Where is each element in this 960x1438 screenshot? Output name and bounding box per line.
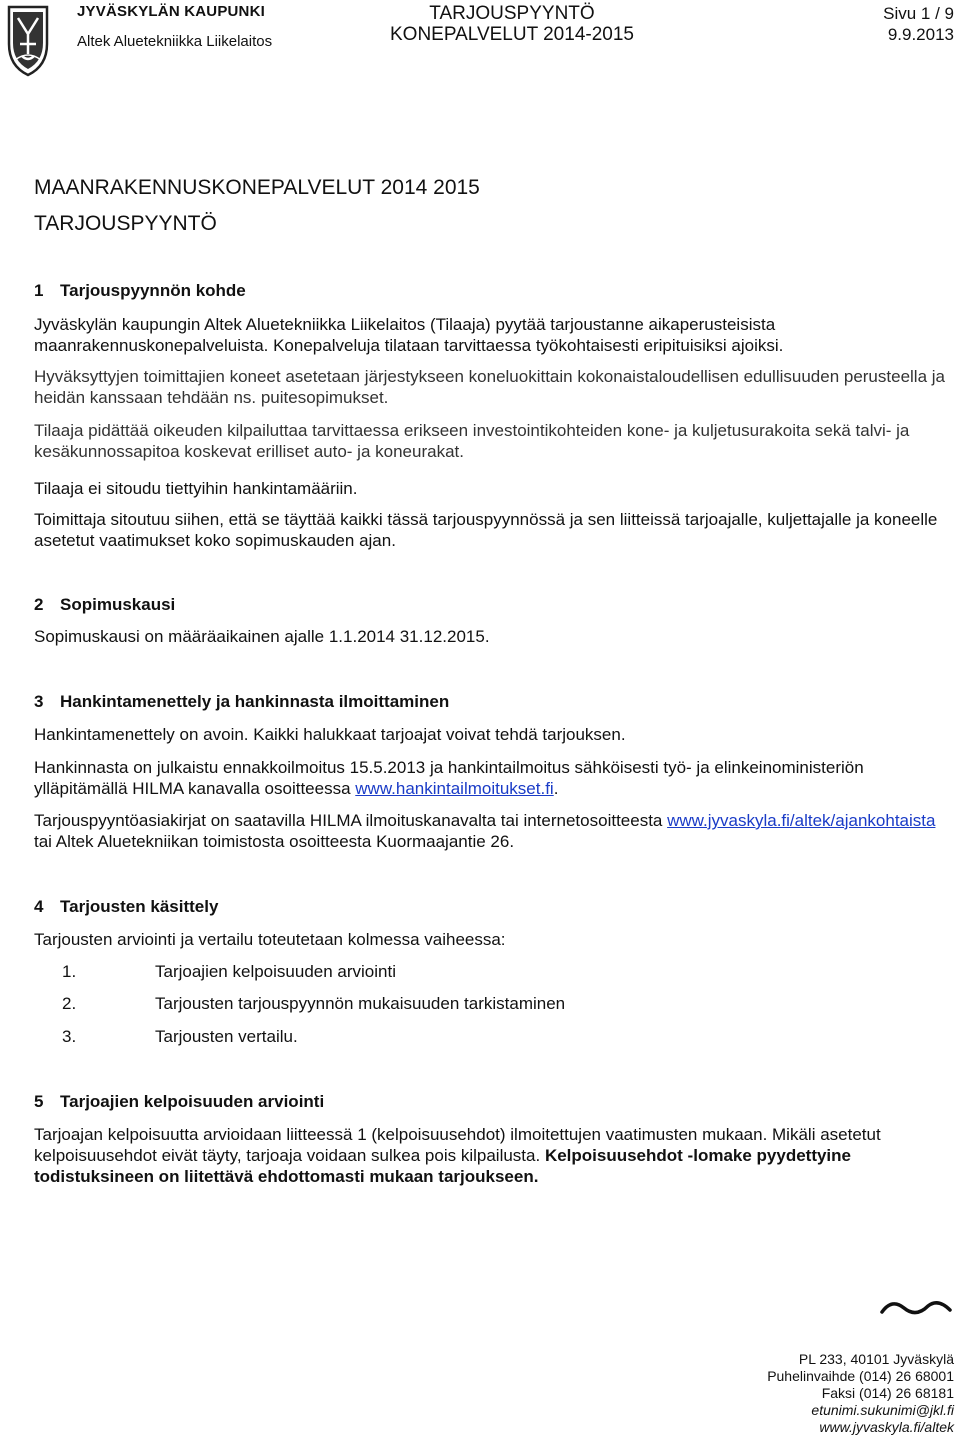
section-number: 2 — [34, 595, 44, 614]
section-title: Tarjoajien kelpoisuuden arviointi — [60, 1092, 325, 1111]
section-title: Sopimuskausi — [60, 595, 176, 614]
document-date: 9.9.2013 — [887, 25, 954, 44]
section-1-paragraph-4: Tilaaja ei sitoudu tiettyihin hankintamääriin. — [34, 479, 358, 498]
document-title: MAANRAKENNUSKONEPALVELUT 2014 2015 — [34, 176, 480, 199]
footer-address: PL 233, 40101 Jyväskylä — [798, 1351, 954, 1367]
paragraph-text: Hankinnasta on julkaistu ennakkoilmoitus 15.5.2013 ja hankintailmoitus sähköisesti työ- ja elinkeinoministeriön ylläpitämällä HILMA kanavalla osoitteessa — [34, 758, 864, 798]
paragraph-text: Tarjouspyyntöasiakirjat on saatavilla HILMA ilmoituskanavalta tai internetosoitteesta — [34, 811, 668, 830]
document-subtitle: TARJOUSPYYNTÖ — [34, 212, 217, 235]
header-page-info — [883, 3, 954, 45]
list-item-number: 1. — [62, 962, 77, 981]
header-title-line2: KONEPALVELUT 2014-2015 — [390, 24, 634, 45]
section-5-paragraph-1 — [34, 1124, 954, 1187]
city-crest-logo — [6, 4, 50, 78]
paragraph-text-end: . — [553, 779, 559, 798]
section-1-paragraph-2: Hyväksyttyjen toimittajien koneet asetetaan järjestykseen koneluokittain kokonaistaloudellisen edullisuuden perusteella ja heidän kanssaan tehdään ns. puitesopimukset. — [34, 367, 945, 407]
list-item-number: 2. — [62, 994, 77, 1013]
footer-email[interactable]: etunimi.sukunimi@jkl.fi — [811, 1402, 954, 1418]
section-3-heading — [34, 691, 954, 712]
section-1-paragraph-5: Toimittaja sitoutuu siihen, että se täyttää kaikki tässä tarjouspyynnössä ja sen liitteissä tarjoajalle, kuljettajalle ja koneelle asetetut vaatimukset koko sopimuskauden ajan. — [34, 510, 938, 550]
list-item-text: Tarjousten tarjouspyynnön mukaisuuden tarkistaminen — [155, 994, 566, 1013]
section-2-heading — [34, 594, 954, 615]
jyvaskyla-altek-link[interactable]: www.jyvaskyla.fi/altek/ajankohtaista — [667, 811, 936, 830]
section-number: 1 — [34, 281, 44, 300]
section-3-paragraph-2 — [34, 757, 954, 799]
list-item-number: 3. — [62, 1027, 77, 1046]
paragraph-text: Tarjoajan kelpoisuutta arvioidaan liitteessä 1 (kelpoisuusehdot) ilmoitettujen vaatimusten mukaan. Mikäli asetetut kelpoisuusehdot eivät täyty, tarjoaja voidaan sulkea pois kilpailusta. — [34, 1125, 881, 1165]
footer-website[interactable]: www.jyvaskyla.fi/altek — [819, 1419, 954, 1435]
section-title: Tarjousten käsittely — [60, 897, 219, 916]
section-title: Hankintamenettely ja hankinnasta ilmoittaminen — [60, 692, 450, 711]
footer-fax: Faksi (014) 26 68181 — [821, 1385, 954, 1401]
section-4-intro: Tarjousten arviointi ja vertailu toteutetaan kolmessa vaiheessa: — [34, 930, 506, 949]
section-number: 3 — [34, 692, 44, 711]
section-title: Tarjouspyynnön kohde — [60, 281, 246, 300]
section-3-paragraph-3 — [34, 810, 954, 852]
section-1-paragraph-3: Tilaaja pidättää oikeuden kilpailuttaa tarvittaessa erikseen investointikohteiden kone- ja kuljetusurakoita sekä talvi- ja kesäkunnossapitoa koskevat erilliset auto- ja koneurakat. — [34, 421, 910, 461]
section-1-paragraph-1: Jyväskylän kaupungin Altek Aluetekniikka Liikelaitos (Tilaaja) pyytää tarjoustanne aikaperusteisista maanrakennuskonepalveluista. Konepalveluja tilataan tarvittaessa työkohtaisesti eripituisiksi ajoiksi. — [34, 315, 784, 355]
page-number: Sivu 1 / 9 — [883, 4, 954, 23]
list-item-text: Tarjoajien kelpoisuuden arviointi — [155, 962, 396, 981]
paragraph-bold-text: Kelpoisuusehdot -lomake pyydettyine todistuksineen on liitettävä ehdottomasti mukaan tarjoukseen. — [34, 1146, 851, 1186]
section-3-paragraph-1: Hankintamenettely on avoin. Kaikki halukkaat tarjoajat voivat tehdä tarjouksen. — [34, 725, 626, 744]
hankintailmoitukset-link[interactable]: www.hankintailmoitukset.fi — [355, 779, 554, 798]
section-number: 5 — [34, 1092, 44, 1111]
header-document-title — [372, 3, 652, 45]
section-1-heading — [34, 280, 954, 301]
section-number: 4 — [34, 897, 44, 916]
footer-contact — [767, 1351, 954, 1436]
wave-logo-icon — [880, 1296, 952, 1318]
section-5-heading — [34, 1091, 954, 1112]
section-4-heading — [34, 896, 954, 917]
header-title-line1: TARJOUSPYYNTÖ — [429, 3, 595, 24]
header-unit: Altek Aluetekniikka Liikelaitos — [77, 33, 273, 50]
section-2-paragraph-1: Sopimuskausi on määräaikainen ajalle 1.1.2014 31.12.2015. — [34, 627, 490, 646]
header-organization: JYVÄSKYLÄN KAUPUNKI — [77, 3, 265, 20]
paragraph-text-end: tai Altek Aluetekniikan toimistosta osoitteesta Kuormaajantie 26. — [34, 832, 515, 851]
footer-phone: Puhelinvaihde (014) 26 68001 — [767, 1368, 954, 1384]
list-item-text: Tarjousten vertailu. — [155, 1027, 298, 1046]
